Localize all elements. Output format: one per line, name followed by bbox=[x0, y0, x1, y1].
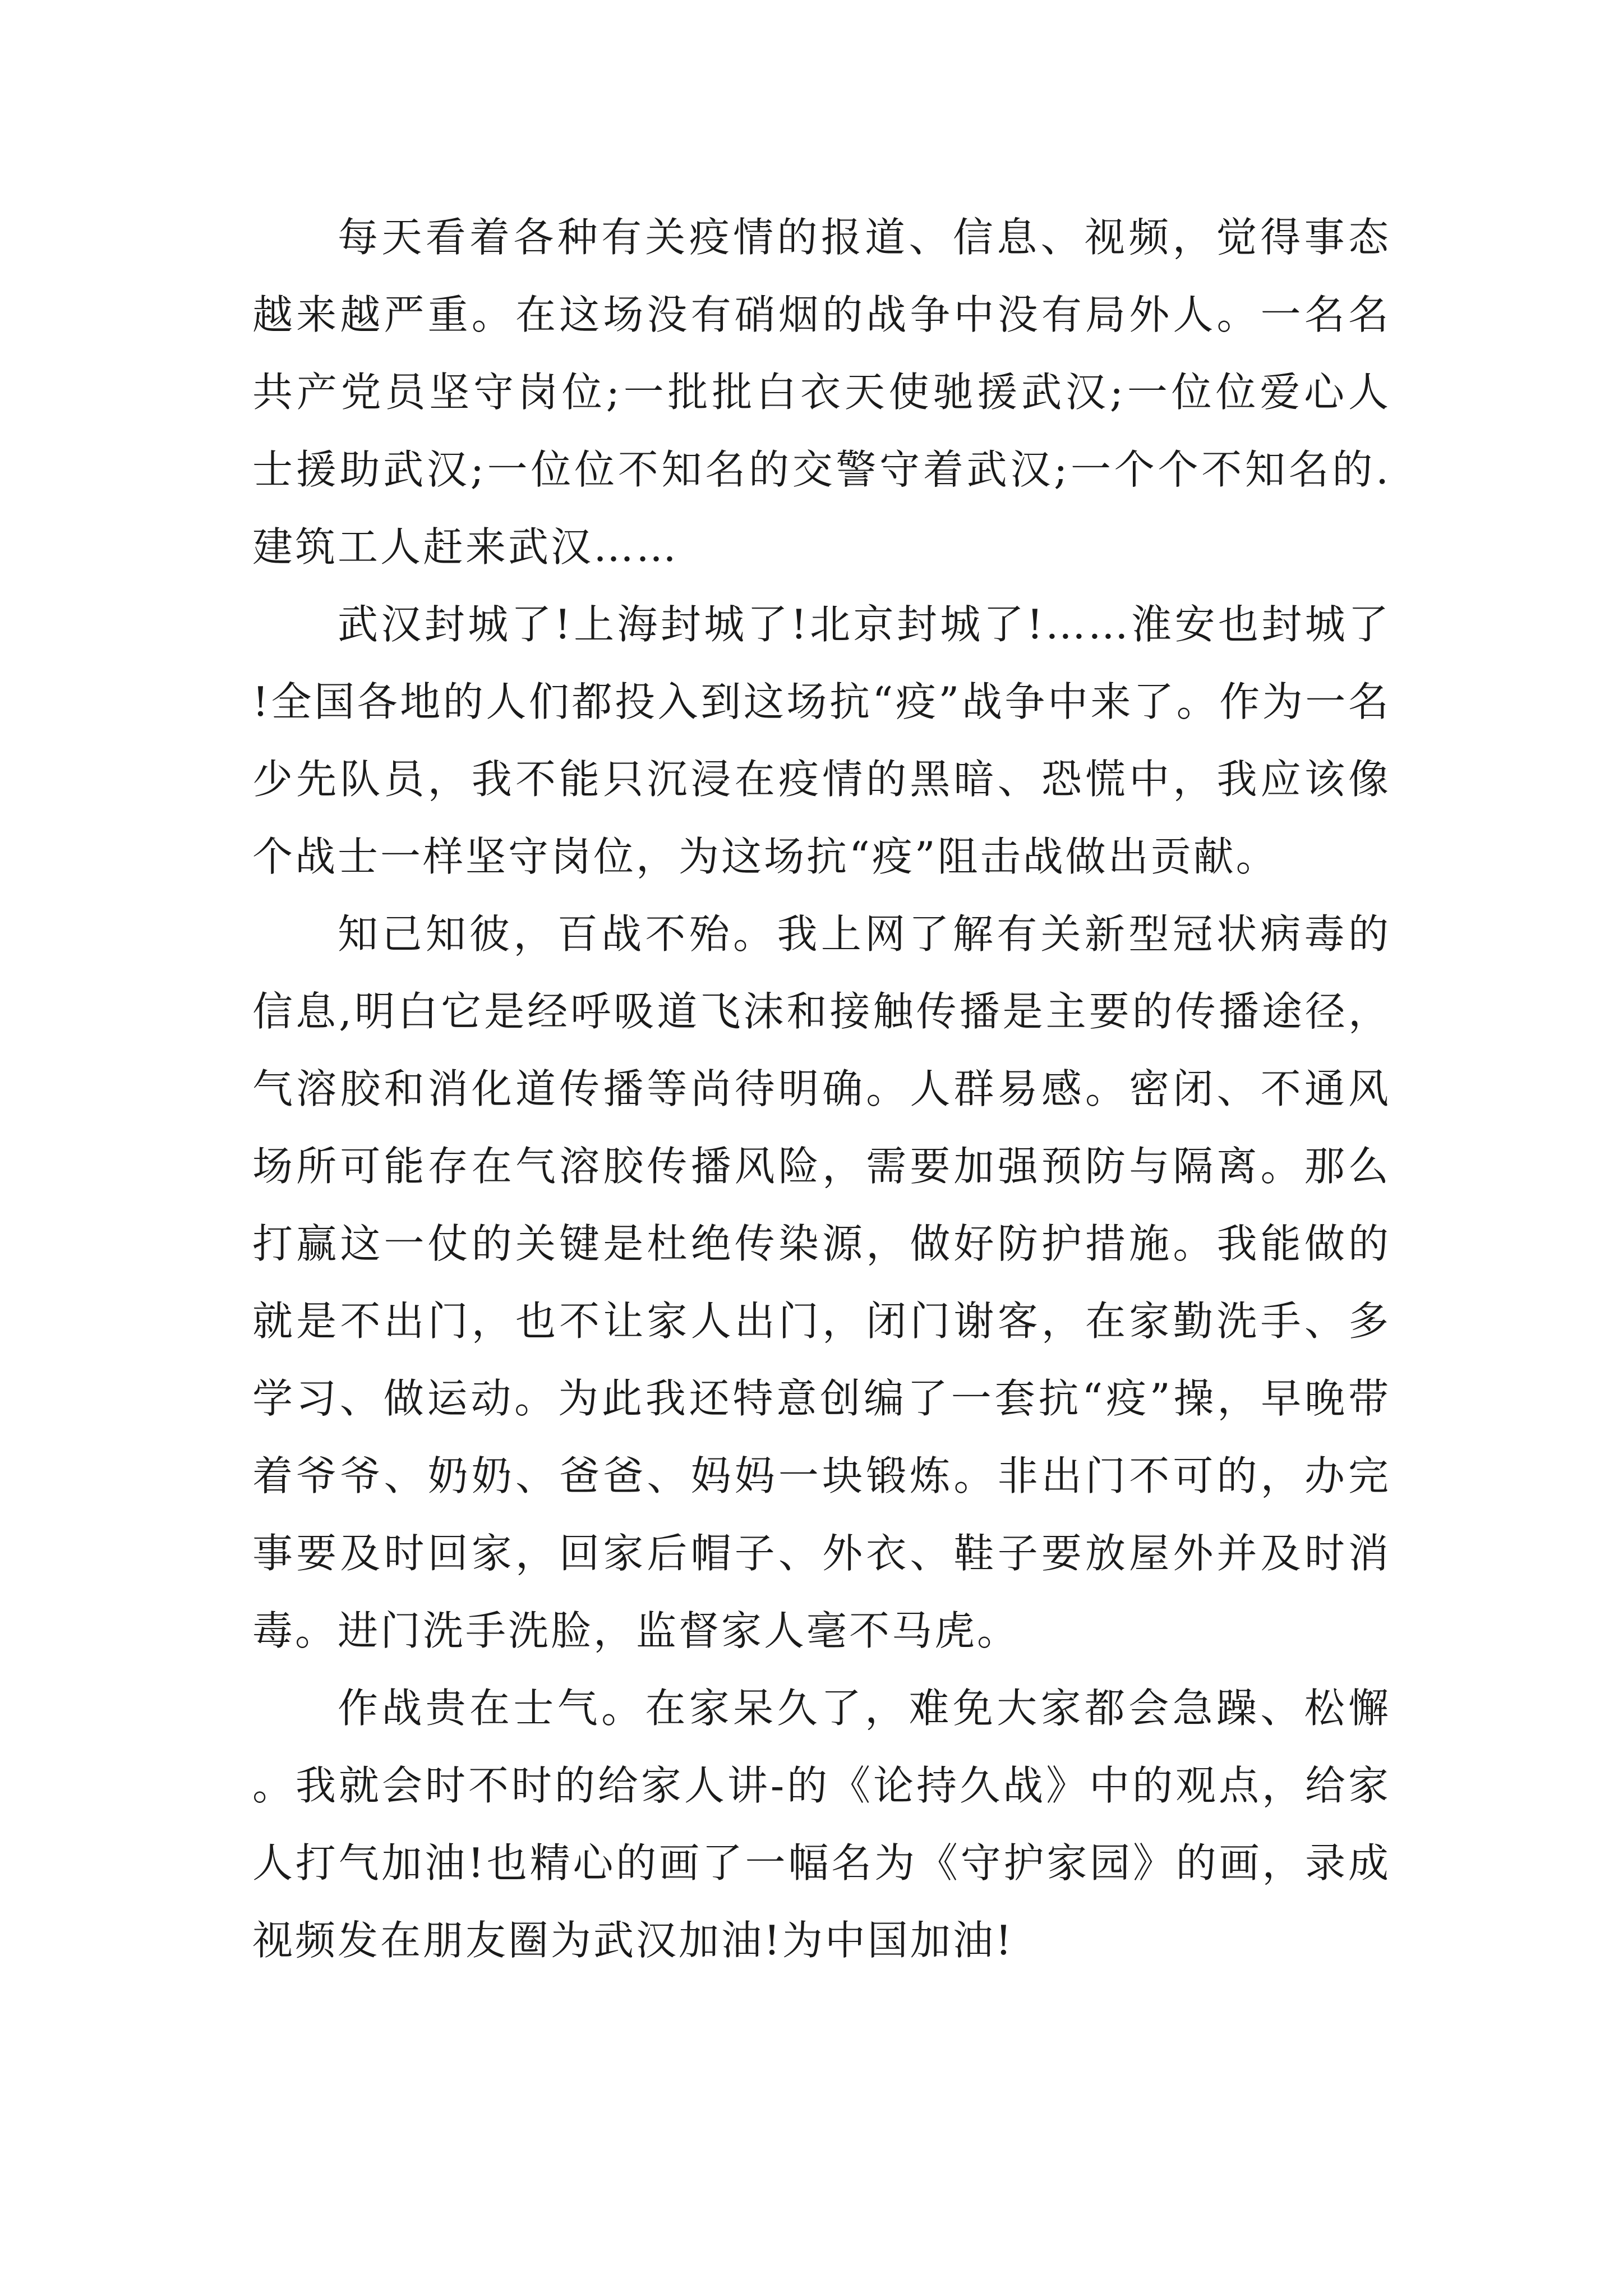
paragraph-3: 知己知彼，百战不殆。我上网了解有关新型冠状病毒的信息,明白它是经呼吸道飞沫和接触传播是主要的传播途径，气溶胶和消化道传播等尚待明确。人群易感。密闭、不通风场所可能存在气溶胶传播风险，需要加强预防与隔离。那么打赢这一仗的关键是杜绝传染源，做好防护措施。我能做的就是不出门，也不让家人出门，闭门谢客，在家勤洗手、多学习、做运动。为此我还特意创编了一套抗“疫”操，早晚带着爷爷、奶奶、爸爸、妈妈一块锻炼。非出门不可的，办完事要及时回家，回家后帽子、外衣、鞋子要放屋外并及时消毒。进门洗手洗脸，监督家人毫不马虎。 bbox=[252, 910, 1391, 1654]
paragraph-1: 每天看着各种有关疫情的报道、信息、视频，觉得事态越来越严重。在这场没有硝烟的战争中没有局外人。一名名共产党员坚守岗位;一批批白衣天使驰援武汉;一位位爱心人士援助武汉;一位位不知名的交警守着武汉;一个个不知名的.建筑工人赶来武汉…… bbox=[252, 214, 1391, 570]
paragraph-2: 武汉封城了!上海封城了!北京封城了!……淮安也封城了!全国各地的人们都投入到这场抗“疫”战争中来了。作为一名少先队员，我不能只沉浸在疫情的黑暗、恐慌中，我应该像个战士一样坚守岗位，为这场抗“疫”阻击战做出贡献。 bbox=[252, 601, 1391, 880]
paragraph-4: 作战贵在士气。在家呆久了，难免大家都会急躁、松懈。我就会时不时的给家人讲-的《论持久战》中的观点，给家人打气加油!也精心的画了一幅名为《守护家园》的画，录成视频发在朋友圈为武汉加油!为中国加油! bbox=[252, 1685, 1391, 1964]
document-body bbox=[252, 199, 1391, 1979]
